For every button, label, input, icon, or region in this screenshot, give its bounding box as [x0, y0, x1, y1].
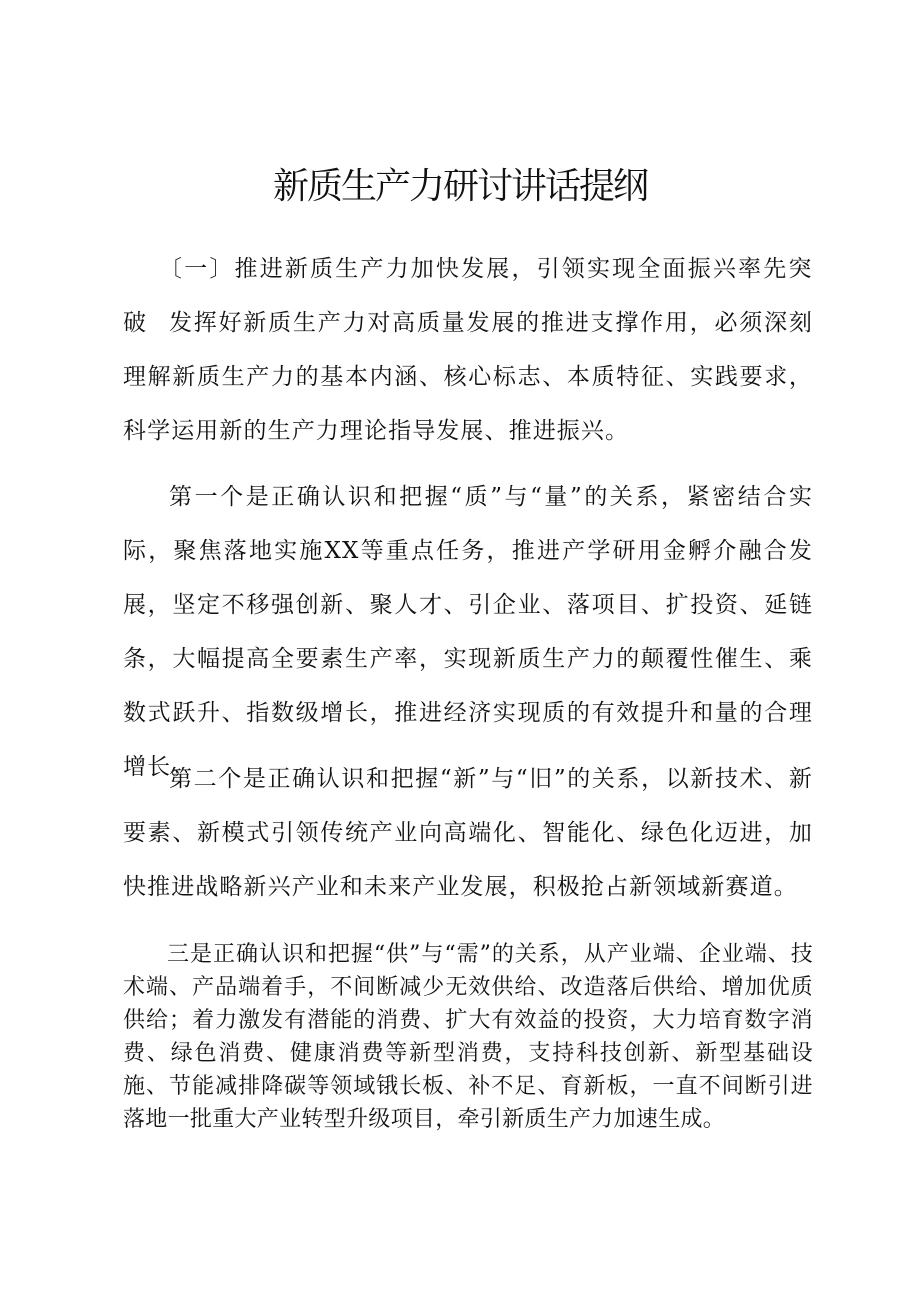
paragraph: 发挥好新质生产力对高质量发展的推进支撑作用，必须深刻理解新质生产力的基本内涵、核心标志、本质特征、实践要求，科学运用新的生产力理论指导发展、推进振兴。 — [123, 310, 813, 444]
paragraph: 第二个是正确认识和把握“新”与“旧”的关系，以新技术、新要素、新模式引领传统产业向高端化、智能化、绿色化迈进，加快推进战略新兴产业和未来产业发展，积极抢占新领域新赛道。 — [123, 766, 813, 900]
paragraph: 第一个是正确认识和把握“质”与“量”的关系，紧密结合实际，聚焦落地实施XX等重点任务，推进产学研用金孵介融合发展，坚定不移强创新、聚人才、引企业、落项目、扩投资、延链条，大幅提高全要素生产率，实现新质生产力的颠覆性催生、乘数式跃升、指数级增长，推进经济实现质的有效提升和量的合理增长。 — [123, 484, 813, 780]
page-title: 新质生产力研讨讲话提纲 — [272, 166, 647, 207]
section-heading: 〔一〕推进新质生产力加快发展，引领实现全面振兴率先突破 — [123, 256, 813, 336]
paragraph: 三是正确认识和把握“供”与“需”的关系，从产业端、企业端、技术端、产品端着手，不间断减少无效供给、改造落后供给、增加优质供给；着力激发有潜能的消费、扩大有效益的投资，大力培育数字消费、绿色消费、健康消费等新型消费，支持科技创新、新型基础设施、节能减排降碳等领域锇长板、补不足、育新板，一直不间断引进落地一批重大产业转型升级项目，牵引新质生产力加速生成。 — [123, 942, 813, 1132]
